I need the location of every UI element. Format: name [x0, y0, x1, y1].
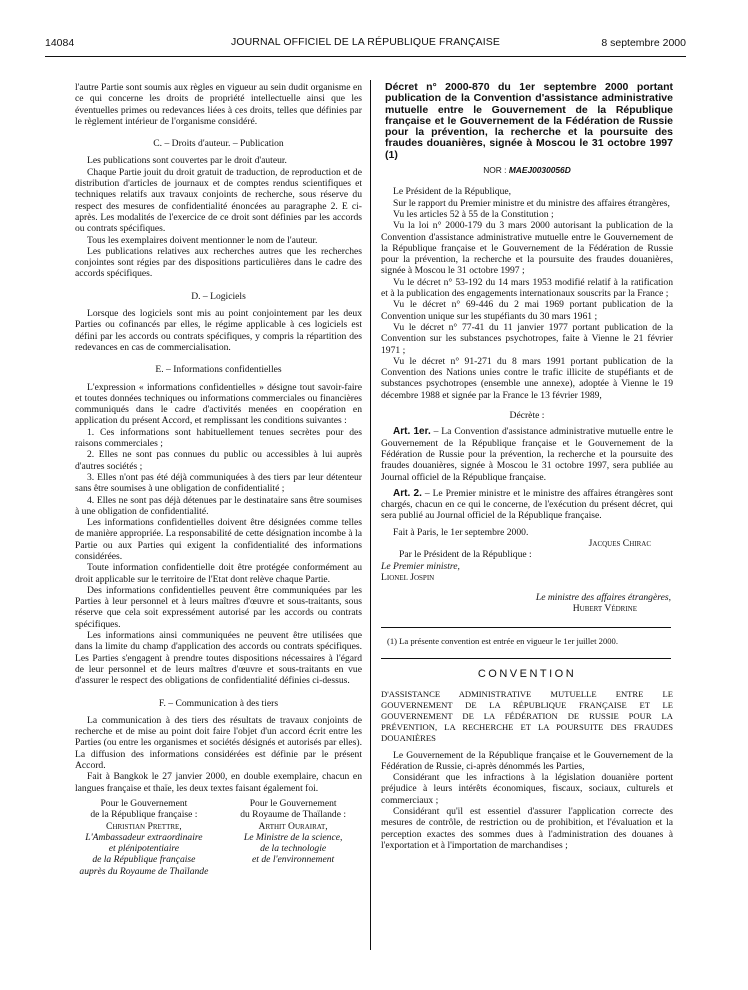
minister-title: Le ministre des affaires étrangères, — [535, 592, 671, 604]
footnote-rule — [381, 658, 671, 659]
paragraph: Les publications sont couvertes par le droit d'auteur. — [87, 155, 287, 167]
header-rule — [45, 56, 686, 57]
paragraph: Toute information confidentielle doit être protégée conformément au droit applicable sur le territoire de l'Etat dont relève chaque Partie. — [75, 562, 362, 585]
article-text: – Le Premier ministre et le ministre des affaires étrangères sont chargés, chacun en ce qui le concerne, de l'exécution du présent décret, qui sera publié au Journal officiel de la République française. — [381, 487, 673, 522]
signatory-title: et plénipotentiaire — [108, 843, 179, 855]
signatory-name: Christian Prettre, — [106, 820, 182, 832]
section-f-heading: F. – Communication à des tiers — [158, 697, 279, 709]
left-column — [75, 82, 362, 877]
page-header — [45, 34, 686, 52]
list-item: 2. Elles ne sont pas connues du public ou accessibles à lui auprès d'autres sociétés ; — [75, 449, 362, 472]
prime-minister-name: Lionel Jospin — [381, 571, 435, 583]
signature-thailand — [224, 798, 362, 877]
paragraph: Des informations confidentielles peuvent être communiquées par les Parties à leur personnel et à leurs maîtres d'œuvre et sous-traitants, sous réserve que cela soit expressément autorisé par les accords ou contrats spécifiques. — [75, 584, 362, 630]
paragraph: Les publications relatives aux recherches autres que les recherches conjointes sont régies par des dispositions particulières dans le cadre des accords spécifiques. — [75, 245, 362, 280]
visa: Vu les articles 52 à 55 de la Constitution ; — [393, 208, 554, 220]
nor-label: NOR : — [483, 165, 507, 176]
president-signature: Jacques Chirac — [588, 537, 651, 549]
paragraph: Lorsque des logiciels sont mis au point conjointement par les deux Parties ou cofinancés par elles, le régime applicable à ces logiciels est défini par les accords ou contrats spécifiques, y compris la répartition des redevances en cas de commercialisation. — [75, 308, 362, 353]
paragraph: Considérant qu'il est essentiel d'assurer l'application correcte des mesures de contrôle, de restriction ou de prohibition, et l'évaluation et la perception exactes des sommes dues à l'administration des douanes à l'exportation et à l'importation de marchandises ; — [381, 806, 673, 851]
signature-line: de la République française : — [90, 809, 198, 821]
list-item: 1. Ces informations sont habituellement tenues secrètes pour des raisons commerciales ; — [75, 426, 362, 450]
decree-title: Décret n° 2000-870 du 1er septembre 2000 portant publication de la Convention d'assistance administrative mutuelle entre le Gouvernement de la République française et le Gouvernement de la Fédération de Russie pour la prévention, la recherche et la poursuite des fraudes douanières, signée à Moscou le 31 octobre 1997 (1) — [385, 81, 673, 161]
visa: Vu le décret n° 53-192 du 14 mars 1953 modifié relatif à la ratification et à la publication des engagements internationaux souscrits par la France ; — [381, 276, 673, 300]
paragraph: Le Président de la République, — [393, 186, 512, 198]
paragraph: Considérant que les infractions à la législation douanière portent préjudice à leurs intérêts économiques, fiscaux, sociaux, culturels et commerciaux ; — [381, 772, 673, 806]
paragraph: Tous les exemplaires doivent mentionner le nom de l'auteur. — [87, 234, 318, 246]
place-date: Fait à Paris, le 1er septembre 2000. — [393, 526, 529, 538]
section-e-heading: E. – Informations confidentielles — [155, 364, 282, 376]
article-1 — [381, 426, 673, 482]
visa: Vu le décret n° 91-271 du 8 mars 1991 portant publication de la Convention des Nations unies contre le trafic illicite de stupéfiants et de substances psychotropes (ensemble une annexe), adoptée à Vienne le 19 décembre 1988 et signée par la France le 13 février 1989, — [381, 355, 673, 401]
signature-line: du Royaume de Thaïlande : — [240, 809, 347, 821]
convention-heading: CONVENTION — [477, 668, 577, 681]
visa: Vu le décret n° 77-41 du 11 janvier 1977 portant publication de la Convention sur les substances psychotropes, faite à Vienne le 21 février 1971 ; — [381, 321, 673, 356]
signatory-title: de la République française — [92, 854, 196, 866]
paragraph: L'expression « informations confidentielles » désigne tout savoir-faire et toutes données techniques ou informations commerciales ou financières communiqués dans le cadre d'activités menées en coopération en application du présent Accord, et remplissant les conditions suivantes : — [75, 381, 362, 427]
journal-title: JOURNAL OFFICIEL DE LA RÉPUBLIQUE FRANÇAISE — [231, 36, 500, 48]
intro-paragraph: l'autre Partie sont soumis aux règles en vigueur au sein dudit organisme en ce qui concerne les droits de propriété intellectuelle ainsi que les éventuelles primes ou redevances liées à ces droits, telles que définies par le règlement intérieur de l'organisme considéré. — [75, 82, 362, 127]
paragraph: La communication à des tiers des résultats de travaux conjoints de recherche et de mise au point doit faire l'objet d'un accord écrit entre les Parties (ou entre les organismes et sociétés désignés et autorisés par elles). La diffusion des informations considérées est définie par le présent Accord. — [75, 714, 362, 772]
paragraph: Les informations ainsi communiquées ne peuvent être utilisées que dans la limite du champ d'application des accords ou contrats spécifiques. Les Parties s'engagent à prendre toutes dispositions nécessaires à l'égard de leur personnel et de leurs maîtres d'œuvre et sous-traitants en vue d'assurer le respect des obligations de confidentialité définies ci-dessus. — [75, 630, 362, 687]
list-item: 3. Elles n'ont pas été déjà communiquées à des tiers par leur détenteur sans être soumises à une obligation de confidentialité ; — [75, 471, 362, 495]
paragraph: Chaque Partie jouit du droit gratuit de traduction, de reproduction et de distribution d'articles de journaux et de comptes rendus scientifiques et techniques relatifs aux travaux conjoints de recherche, sous réserve du respect des mesures de confidentialité énoncées au paragraphe 2. E ci-après. Les modalités de l'exercice de ce droit sont définies par les accords ou contrats spécifiques. — [75, 166, 362, 235]
minister-name: Hubert Védrine — [572, 603, 637, 615]
signature-line: Pour le Gouvernement — [100, 797, 188, 809]
by-president-label: Par le Président de la République : — [399, 549, 532, 561]
footnote: (1) La présente convention est entrée en vigueur le 1er juillet 2000. — [387, 635, 618, 646]
signatory-title: et de l'environnement — [252, 854, 335, 866]
article-text: – La Convention d'assistance administrative mutuelle entre le Gouvernement de la République française et le Gouvernement de la Fédération de Russie pour la prévention, la recherche et la poursuite des fraudes douanières, signée à Moscou le 31 octobre 1997, sera publiée au Journal officiel de la République française. — [381, 426, 673, 483]
paragraph: Les informations confidentielles doivent être désignées comme telles de manière appropriée. La responsabilité de cette désignation incombe à la Partie ou aux Parties qui exigent la confidentialité des informations considérées. — [75, 517, 362, 562]
signature-france — [75, 798, 213, 877]
right-column — [381, 82, 673, 851]
nor-code: MAEJ0030056D — [508, 165, 571, 176]
signature-line: Pour le Gouvernement — [249, 797, 337, 809]
list-item: 4. Elles ne sont pas déjà détenues par le destinataire sans être soumises à une obligation de confidentialité. — [75, 494, 362, 517]
section-d-heading: D. – Logiciels — [191, 290, 246, 302]
footnote-rule — [381, 627, 671, 628]
nor-reference — [381, 165, 673, 176]
signatory-title: de la technologie — [260, 843, 327, 855]
article-label: Art. 2. — [393, 487, 422, 499]
signatory-title: L'Ambassadeur extraordinaire — [85, 831, 203, 843]
article-2 — [381, 488, 673, 522]
convention-subtitle: D'ASSISTANCE ADMINISTRATIVE MUTUELLE ENTRE LE GOUVERNEMENT DE LA RÉPUBLIQUE FRANÇAISE ET LE GOUVERNEMENT DE LA FÉDÉRATION DE RUSSIE POUR LA PRÉVENTION, LA RECHERCHE ET LA POURSUITE DES FRAUDES DOUANIÈRES — [381, 688, 673, 743]
signatory-title: Le Ministre de la science, — [243, 831, 343, 843]
page-number: 14084 — [45, 37, 75, 49]
issue-date: 8 septembre 2000 — [601, 37, 686, 49]
column-divider — [370, 80, 371, 950]
visa: Vu la loi n° 2000-179 du 3 mars 2000 autorisant la publication de la Convention d'assistance administrative mutuelle entre le Gouvernement de la République française et le Gouvernement de la Fédération de Russie pour la prévention, la recherche et la poursuite des fraudes douanières, signée à Moscou le 31 octobre 1997 ; — [381, 220, 673, 277]
paragraph: Le Gouvernement de la République française et le Gouvernement de la Fédération de Russie, ci-après dénommés les Parties, — [381, 749, 673, 772]
visa: Vu le décret n° 69-446 du 2 mai 1969 portant publication de la Convention unique sur les stupéfiants du 30 mars 1961 ; — [381, 299, 673, 322]
section-c-heading: C. – Droits d'auteur. – Publication — [153, 138, 284, 150]
signatory-title: auprès du Royaume de Thaïlande — [79, 865, 209, 877]
signature-block — [75, 798, 362, 877]
decrete-heading: Décrète : — [509, 410, 545, 422]
paragraph: Fait à Bangkok le 27 janvier 2000, en double exemplaire, chacun en langues française et thaïe, les deux textes faisant également foi. — [75, 771, 362, 794]
signatory-name: Arthit Ourairat, — [258, 820, 328, 832]
paragraph: Sur le rapport du Premier ministre et du ministre des affaires étrangères, — [393, 197, 670, 209]
prime-minister-title: Le Premier ministre, — [381, 560, 460, 572]
article-label: Art. 1er. — [393, 426, 431, 438]
